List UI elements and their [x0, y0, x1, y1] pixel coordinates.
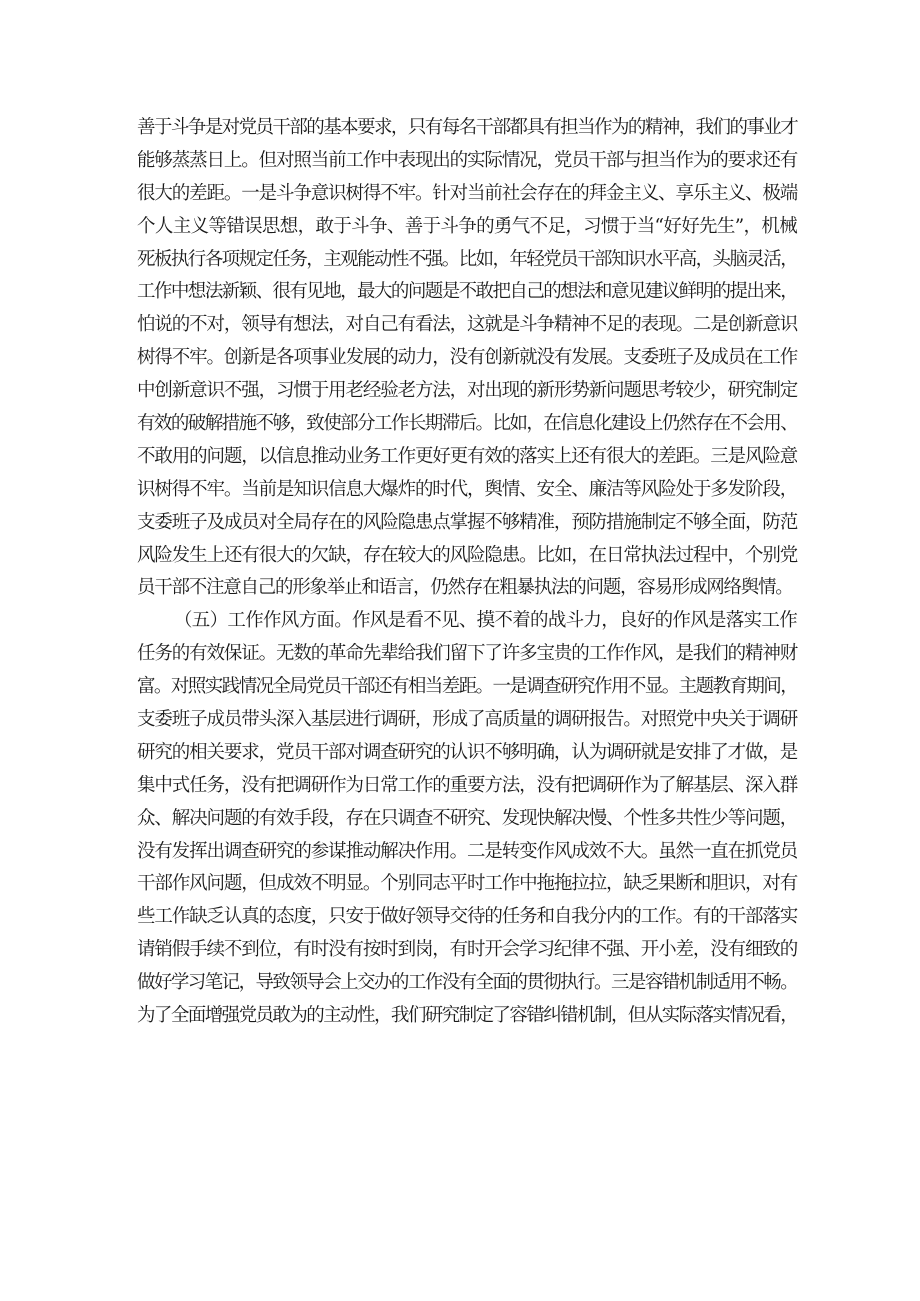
- text-line: 不敢用的问题，以信息推动业务工作更好更有效的落实上还有很大的差距。三是风险意: [137, 445, 797, 467]
- text-line: 支委班子成员带头深入基层进行调研，形成了高质量的调研报告。对照党中央关于调研: [137, 709, 797, 731]
- text-line: 树得不牢。创新是各项事业发展的动力，没有创新就没有发展。支委班子及成员在工作: [137, 347, 797, 369]
- text-line: 工作中想法新颖、很有见地，最大的问题是不敢把自己的想法和意见建议鲜明的提出来，: [137, 281, 797, 303]
- text-line: 为了全面增强党员敢为的主动性，我们研究制定了容错纠错机制，但从实际落实情况看，: [137, 1005, 797, 1027]
- text-line: 做好学习笔记，导致领导会上交办的工作没有全面的贯彻执行。三是容错机制适用不畅。: [137, 972, 797, 994]
- body-text: [137, 112, 797, 1033]
- text-line: 怕说的不对，领导有想法，对自己有看法，这就是斗争精神不足的表现。二是创新意识: [137, 314, 797, 336]
- text-line: 死板执行各项规定任务，主观能动性不强。比如，年轻党员干部知识水平高，头脑灵活，: [137, 248, 797, 270]
- text-line: 有效的破解措施不够，致使部分工作长期滞后。比如，在信息化建设上仍然存在不会用、: [137, 413, 797, 435]
- paragraph-1: [137, 112, 797, 605]
- text-line: 研究的相关要求，党员干部对调查研究的认识不够明确，认为调研就是安排了才做，是: [137, 741, 797, 763]
- text-line: 没有发挥出调查研究的参谋推动解决作用。二是转变作风成效不大。虽然一直在抓党员: [137, 840, 797, 862]
- text-line: 干部作风问题，但成效不明显。个别同志平时工作中拖拖拉拉，缺乏果断和胆识，对有: [137, 873, 797, 895]
- text-line: 些工作缺乏认真的态度，只安于做好领导交待的任务和自我分内的工作。有的干部落实: [137, 906, 797, 928]
- text-line: 识树得不牢。当前是知识信息大爆炸的时代，舆情、安全、廉洁等风险处于多发阶段，: [137, 478, 797, 500]
- text-line: 风险发生上还有很大的欠缺，存在较大的风险隐患。比如，在日常执法过程中，个别党: [137, 544, 797, 566]
- text-line: 任务的有效保证。无数的革命先辈给我们留下了许多宝贵的工作作风，是我们的精神财: [137, 643, 797, 665]
- text-line: 富。对照实践情况全局党员干部还有相当差距。一是调查研究作用不显。主题教育期间，: [137, 676, 797, 698]
- text-line: 集中式任务，没有把调研作为日常工作的重要方法，没有把调研作为了解基层、深入群: [137, 774, 797, 796]
- text-line: 员干部不注意自己的形象举止和语言，仍然存在粗暴执法的问题，容易形成网络舆情。: [137, 577, 793, 599]
- text-line: 支委班子及成员对全局存在的风险隐患点掌握不够精准，预防措施制定不够全面，防范: [137, 511, 797, 533]
- text-line: 请销假手续不到位，有时没有按时到岗，有时开会学习纪律不强、开小差，没有细致的: [137, 939, 797, 961]
- text-line: 众、解决问题的有效手段，存在只调查不研究、发现快解决慢、个性多共性少等问题，: [137, 807, 797, 829]
- text-line: 很大的差距。一是斗争意识树得不牢。针对当前社会存在的拜金主义、享乐主义、极端: [137, 182, 797, 204]
- text-line: 个人主义等错误思想，敢于斗争、善于斗争的勇气不足，习惯于当“好好先生”，机械: [137, 215, 797, 237]
- text-line: （五）工作作风方面。作风是看不见、摸不着的战斗力，良好的作风是落实工作: [174, 610, 797, 632]
- paragraph-2: [137, 605, 797, 1033]
- text-line: 善于斗争是对党员干部的基本要求，只有每名干部都具有担当作为的精神，我们的事业才: [137, 117, 797, 138]
- text-line: 能够蒸蒸日上。但对照当前工作中表现出的实际情况，党员干部与担当作为的要求还有: [137, 149, 797, 171]
- text-line: 中创新意识不强，习惯于用老经验老方法，对出现的新形势新问题思考较少，研究制定: [137, 380, 797, 402]
